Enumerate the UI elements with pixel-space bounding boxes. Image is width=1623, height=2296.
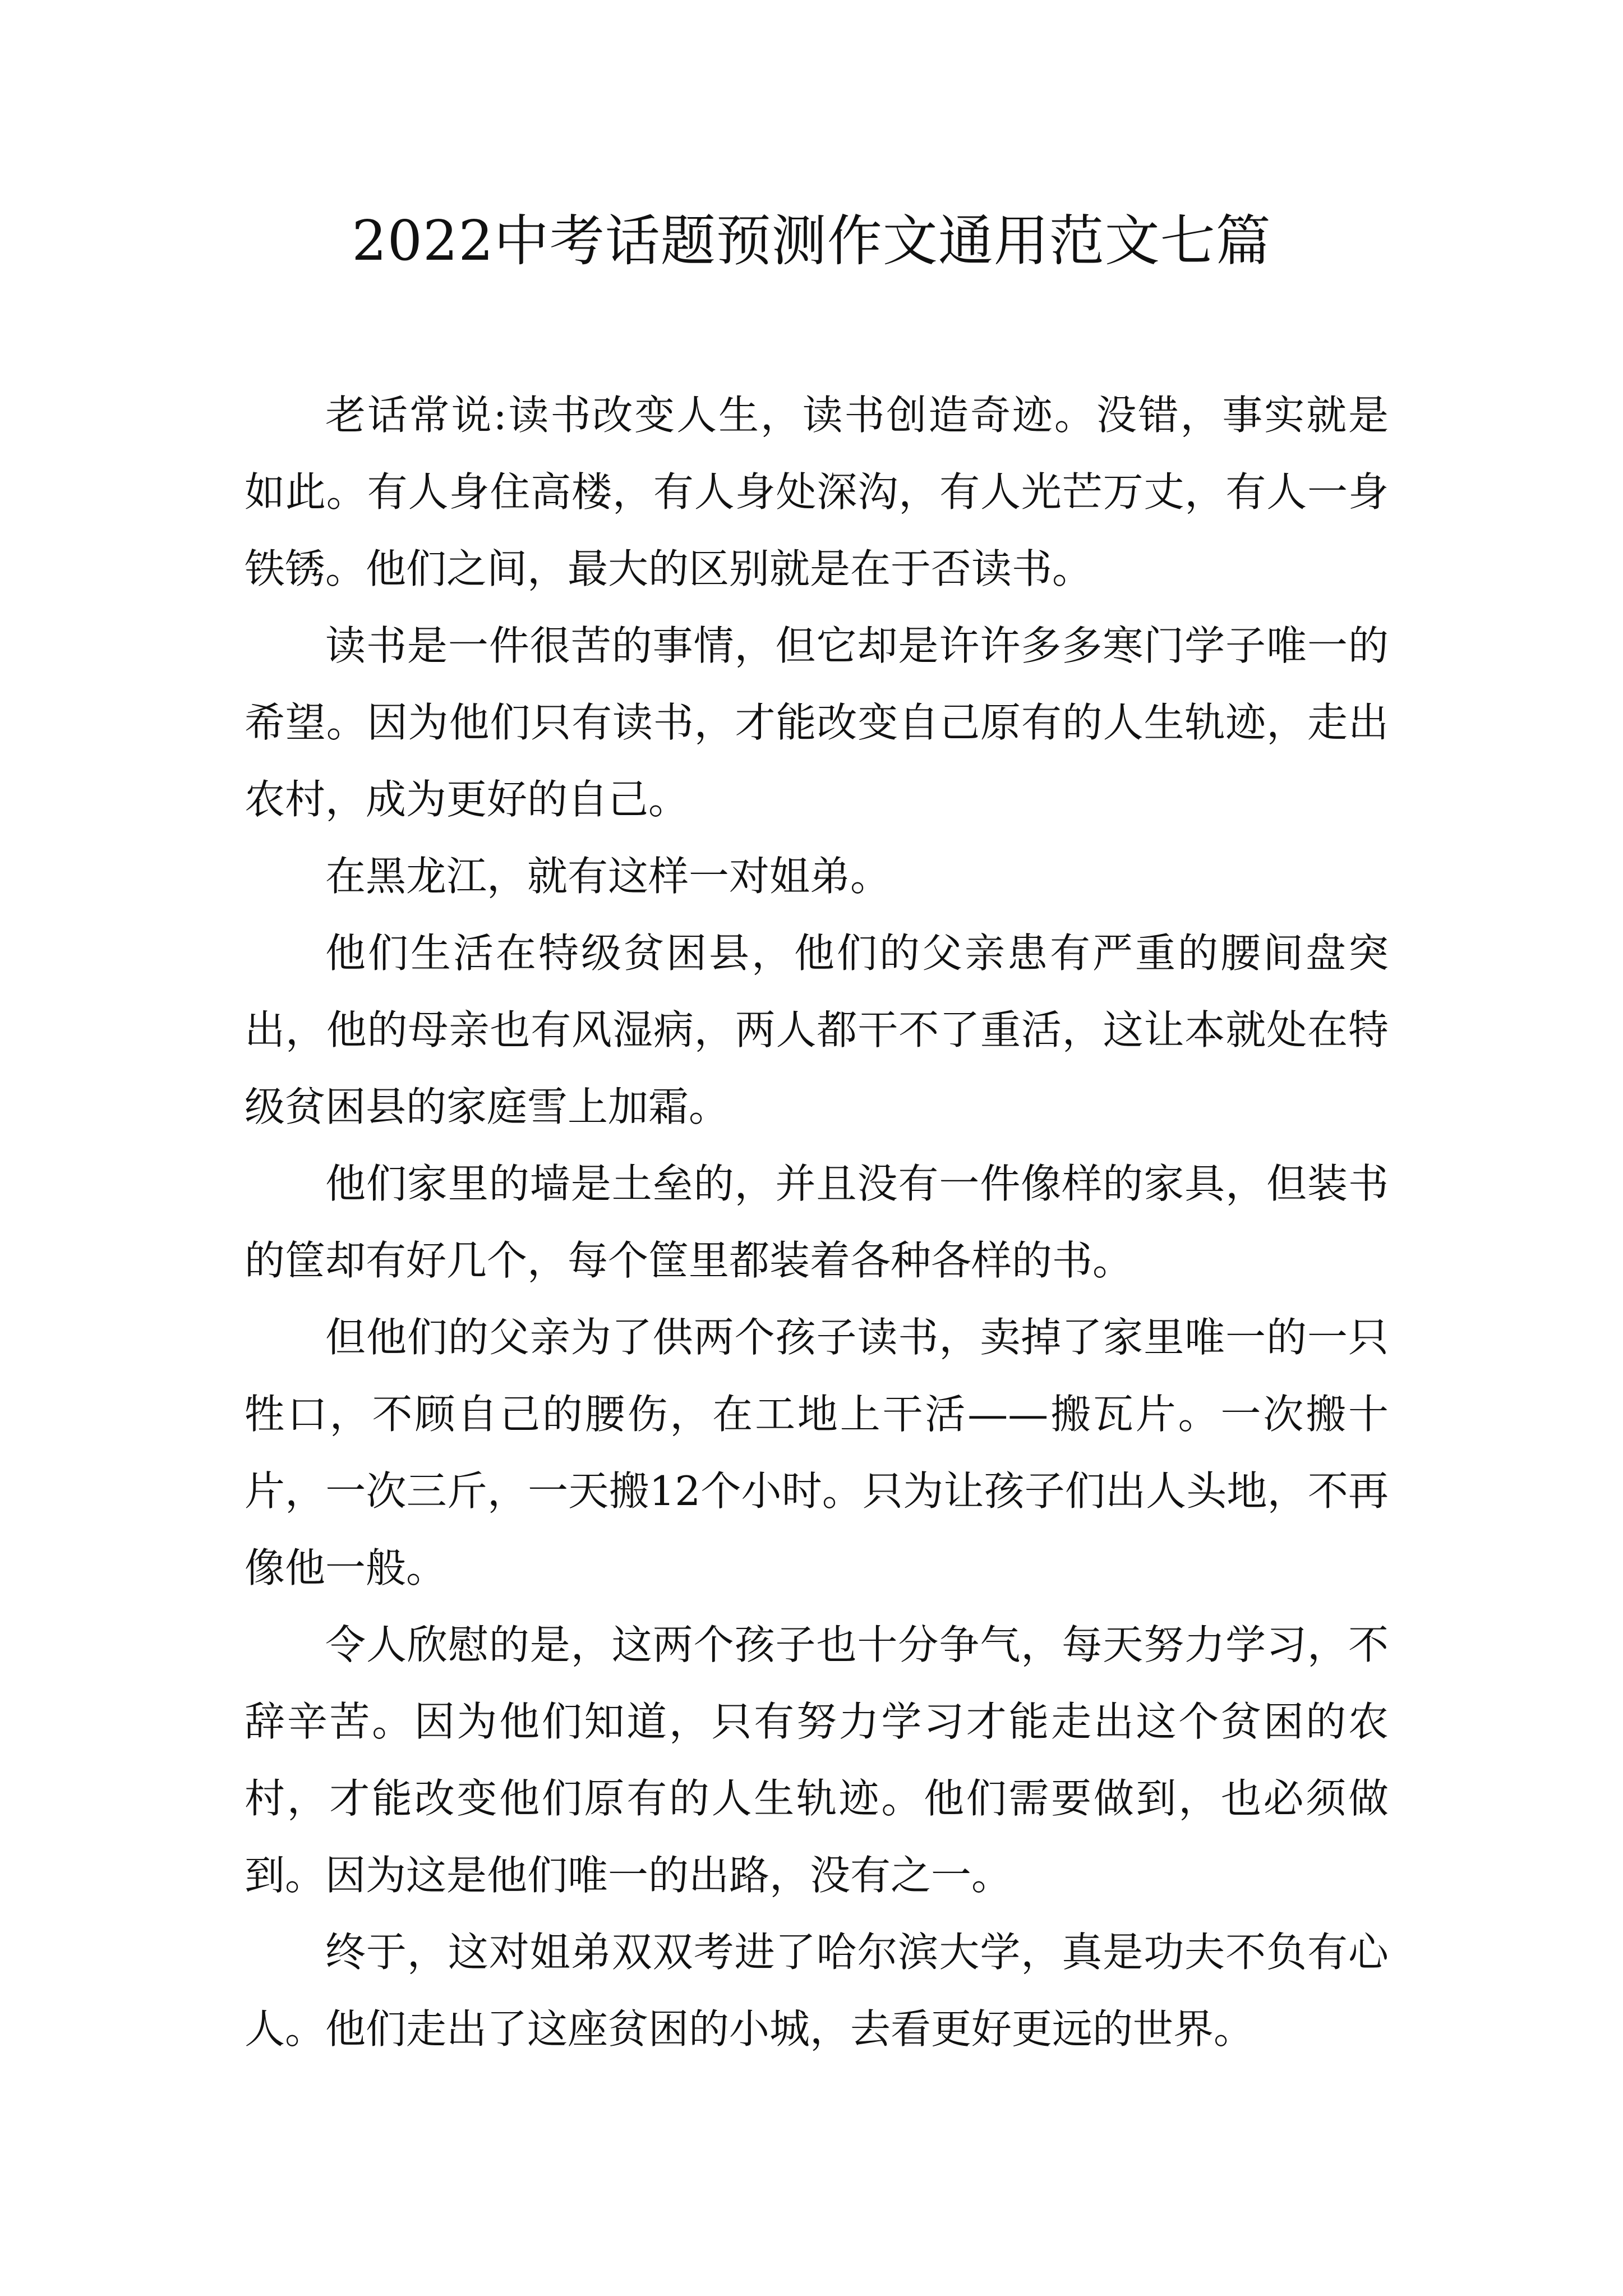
paragraph: 他们家里的墙是土垒的，并且没有一件像样的家具，但装书的筐却有好几个，每个筐里都装着各种各样的书。 — [245, 1160, 1389, 1284]
document-title: 2022中考话题预测作文通用范文七篇 — [352, 209, 1271, 273]
paragraph: 他们生活在特级贫困县，他们的父亲患有严重的腰间盘突出，他的母亲也有风湿病，两人都干不了重活，这让本就处在特级贫困县的家庭雪上加霜。 — [245, 930, 1389, 1130]
paragraph: 老话常说:读书改变人生，读书创造奇迹。没错，事实就是如此。有人身住高楼，有人身处深沟，有人光芒万丈，有人一身铁锈。他们之间，最大的区别就是在于否读书。 — [245, 392, 1389, 592]
document-body — [245, 377, 1389, 2068]
paragraph: 令人欣慰的是，这两个孩子也十分争气，每天努力学习，不辞辛苦。因为他们知道，只有努力学习才能走出这个贫困的农村，才能改变他们原有的人生轨迹。他们需要做到，也必须做到。因为这是他们唯一的出路，没有之一。 — [245, 1621, 1389, 1899]
paragraph: 读书是一件很苦的事情，但它却是许许多多寒门学子唯一的希望。因为他们只有读书，才能改变自己原有的人生轨迹，走出农村，成为更好的自己。 — [245, 622, 1389, 823]
paragraph: 在黑龙江，就有这样一对姐弟。 — [325, 853, 891, 900]
paragraph: 但他们的父亲为了供两个孩子读书，卖掉了家里唯一的一只牲口，不顾自己的腰伤，在工地上干活——搬瓦片。一次搬十片，一次三斤，一天搬12个小时。只为让孩子们出人头地，不再像他一般。 — [245, 1314, 1389, 1591]
paragraph: 终于，这对姐弟双双考进了哈尔滨大学，真是功夫不负有心人。他们走出了这座贫困的小城，去看更好更远的世界。 — [245, 1929, 1389, 2053]
